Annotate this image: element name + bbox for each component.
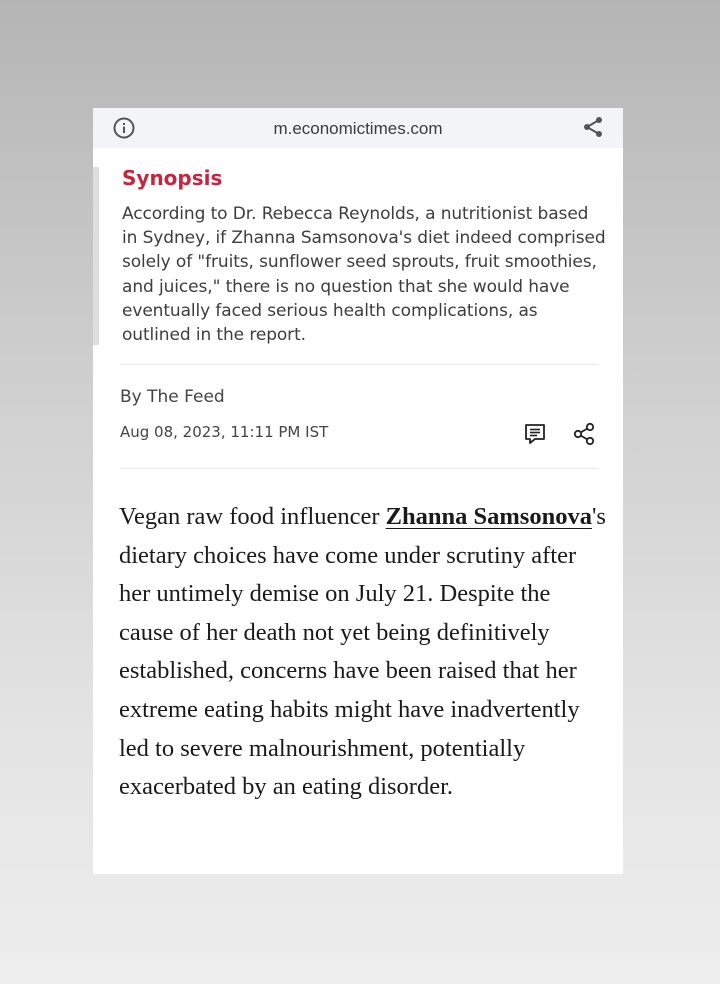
synopsis-text: According to Dr. Rebecca Reynolds, a nutritionist based in Sydney, if Zhanna Samsonova's diet indeed comprised solely of "fruits, sunflower seed sprouts, fruit smoothies, and juices," there is no question that she would have eventually faced serious health complications, as outlined in the report. <box>122 204 606 346</box>
byline: By The Feed <box>120 387 225 407</box>
article-intro: Vegan raw food influencer <box>119 503 386 530</box>
comment-icon[interactable] <box>523 422 547 446</box>
divider <box>120 468 598 469</box>
url-text[interactable]: m.economictimes.com <box>273 119 443 138</box>
publish-date: Aug 08, 2023, 11:11 PM IST <box>120 423 329 441</box>
synopsis-accent-bar <box>93 167 99 345</box>
article-rest: 's dietary choices have come under scrutiny after her untimely demise on July 21. Despite the cause of her death not yet being definitively established, concerns have been raised that her extreme eating habits might have inadvertently led to severe malnourishment, potentially exacerbated by an eating disorder. <box>119 503 606 801</box>
article-card <box>93 108 623 874</box>
article-paragraph <box>119 498 609 807</box>
share-icon[interactable] <box>582 116 604 138</box>
synopsis-title: Synopsis <box>122 166 223 190</box>
divider <box>120 364 598 365</box>
share-nodes-icon[interactable] <box>572 422 596 446</box>
person-link[interactable]: Zhanna Samsonova <box>385 503 592 530</box>
url-bar[interactable] <box>93 108 623 148</box>
